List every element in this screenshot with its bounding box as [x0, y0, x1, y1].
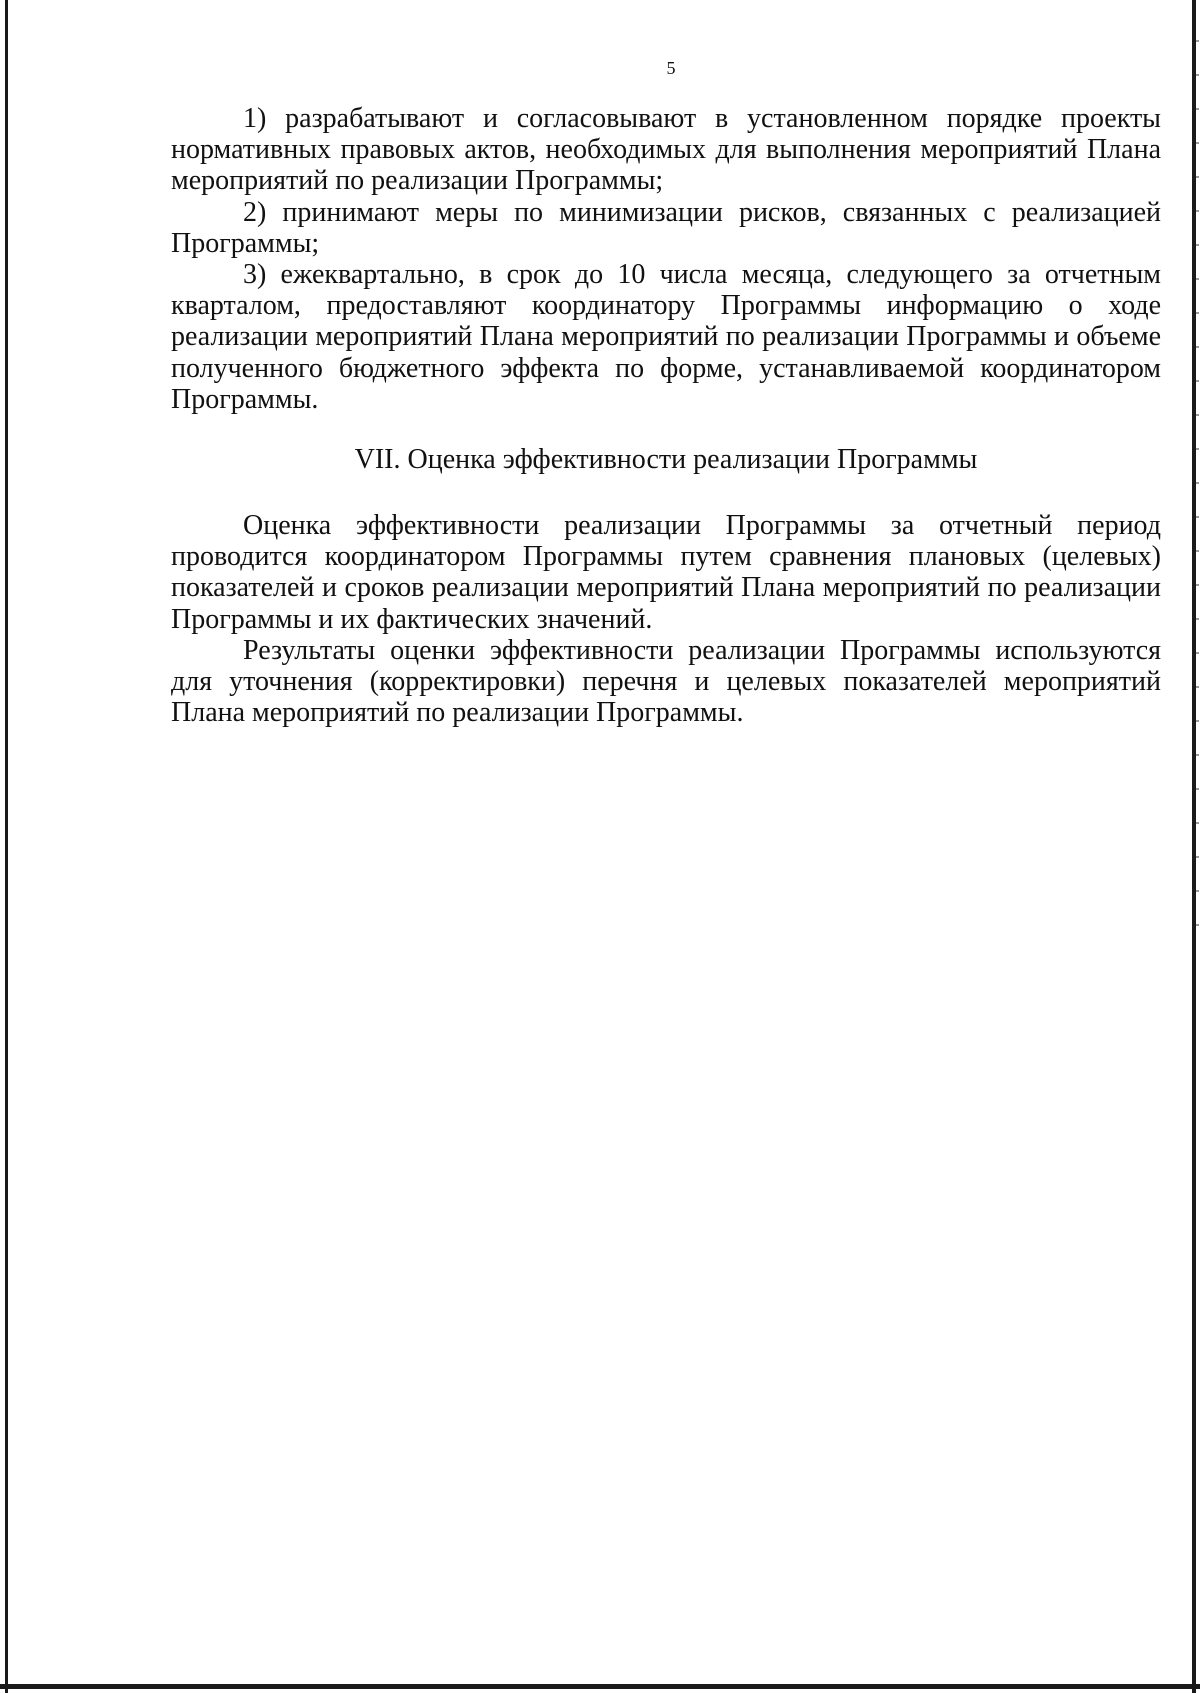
list-item: 1) разрабатывают и согласовывают в установленном порядке проекты нормативных правовых актов, необходимых для выполнения мероприятий Плана мероприятий по реализации Программы;	[171, 103, 1161, 197]
page-number: 5	[666, 58, 676, 78]
responsibilities-list	[171, 103, 1161, 415]
section-heading: VII. Оценка эффективности реализации Программы	[354, 444, 978, 475]
section-body	[171, 510, 1161, 728]
scan-edge-specks	[1196, 40, 1199, 940]
section-paragraph: Оценка эффективности реализации Программы за отчетный период проводится координатором Программы путем сравнения плановых (целевых) показателей и сроков реализации мероприятий Плана мероприятий по реализации Программы и их фактических значений.	[171, 510, 1161, 635]
scan-edge-bottom	[0, 1684, 1200, 1689]
scan-edge-left	[5, 0, 8, 1693]
list-item: 2) принимают меры по минимизации рисков, связанных с реализацией Программы;	[171, 196, 1161, 259]
list-item: 3) ежеквартально, в срок до 10 числа месяца, следующего за отчетным кварталом, предоставляют координатору Программы информацию о ходе реализации мероприятий Плана мероприятий по реализации Программы и объеме полученного бюджетного эффекта по форме, устанавливаемой координатором Программы.	[171, 259, 1161, 415]
section-paragraph: Результаты оценки эффективности реализации Программы используются для уточнения (корректировки) перечня и целевых показателей мероприятий Плана мероприятий по реализации Программы.	[171, 634, 1161, 729]
